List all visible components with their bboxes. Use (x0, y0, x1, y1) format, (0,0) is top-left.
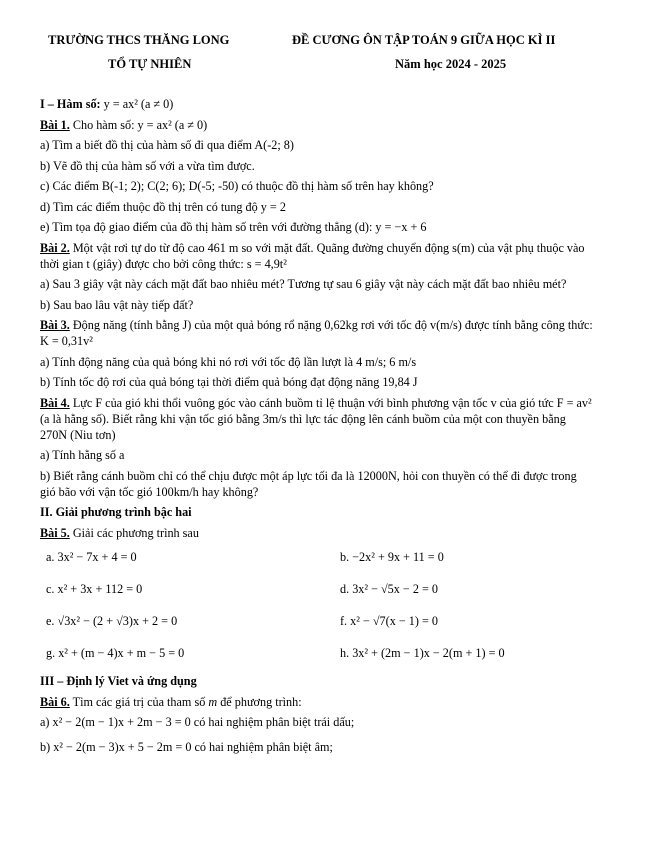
equation-b: b. −2x² + 9x + 11 = 0 (340, 549, 444, 564)
exercise-3-item-a: a) Tính động năng của quả bóng khi nó rơi với tốc độ lần lượt là 4 m/s; 6 m/s (40, 354, 417, 369)
section-1-heading (40, 96, 622, 112)
exercise-4-item-b-line-1: b) Biết rằng cánh buồm chỉ có thể chịu được một áp lực tối đa là 12000N, hỏi con thuyền có thể đi được trong (40, 468, 577, 483)
equation-row (40, 605, 622, 637)
equation-a: a. 3x² − 7x + 4 = 0 (46, 549, 137, 564)
equation-c: c. x² + 3x + 112 = 0 (46, 581, 143, 596)
exercise-6-item-b-equation: b) x² − 2(m − 3)x + 5 − 2m = 0 (40, 740, 192, 754)
exercise-4-item-a: a) Tính hằng số a (40, 448, 125, 462)
section-2-title: II. Giải phương trình bậc hai (40, 505, 192, 519)
exercise-6-param: m (208, 694, 218, 709)
exercise-4-line-1 (40, 395, 622, 411)
exercise-1-intro (40, 117, 622, 133)
equation-d: d. 3x² − √5x − 2 = 0 (340, 581, 438, 596)
exercise-1-label: Bài 1. (40, 117, 70, 132)
exercise-2-text-1: Một vật rơi tự do từ độ cao 461 m so với mặt đất. Quãng đường chuyển động s(m) của vật phụ thuộc vào (72, 240, 585, 255)
exercise-5-label: Bài 5. (40, 525, 70, 540)
equation-g: g. x² + (m − 4)x + m − 5 = 0 (46, 645, 185, 660)
equation-row (40, 541, 622, 573)
equation-e: e. √3x² − (2 + √3)x + 2 = 0 (46, 613, 178, 628)
exercise-3-line-1 (40, 317, 622, 333)
exercise-1-item-b: b) Vẽ đồ thị của hàm số với a vừa tìm được. (40, 158, 255, 173)
section-1-formula: y = ax² (a ≠ 0) (103, 97, 174, 111)
exercise-1-item-a: a) Tìm a biết đồ thị của hàm số đi qua điểm A(-2; 8) (40, 138, 294, 152)
exercise-2-formula: s = 4,9t² (246, 256, 287, 271)
exercise-2-line-1 (40, 240, 622, 256)
document-title: ĐỀ CƯƠNG ÔN TẬP TOÁN 9 GIỮA HỌC KÌ II (292, 33, 556, 47)
exercise-2-text-2: thời gian t (giây) được cho bởi công thức: (40, 256, 244, 271)
exercise-1-item-e: e) Tìm tọa độ giao điểm của đồ thị hàm số trên với đường thẳng (d): y = −x + 6 (40, 220, 427, 234)
exercise-4-line-3: 270N (Niu tơn) (40, 427, 116, 442)
exercise-2-label: Bài 2. (40, 240, 70, 255)
exercise-2-line-2 (40, 256, 622, 272)
equation-row (40, 573, 622, 605)
exercise-1-item-c: c) Các điểm B(-1; 2); C(2; 6); D(-5; -50) có thuộc đồ thị hàm số trên hay không? (40, 179, 434, 193)
section-3-title: III – Định lý Viet và ứng dụng (40, 674, 197, 688)
exercise-4-formula: F = av² (556, 395, 592, 410)
school-year: Năm học 2024 - 2025 (395, 57, 507, 71)
exercise-4-item-b-line-2: gió bão với vận tốc gió 100km/h hay không? (40, 484, 259, 499)
exercise-3-formula: K = 0,31v² (40, 334, 93, 348)
exercise-6-item-a-text: có hai nghiệm phân biệt trái dấu; (193, 715, 355, 729)
exercise-4-line-2: (a là hằng số). Biết rằng khi vận tốc gió bằng 3m/s thì lực tác động lên cánh buồm của một con thuyền bằng (40, 411, 566, 426)
school-name: TRƯỜNG THCS THĂNG LONG (48, 33, 230, 47)
equation-f: f. x² − √7(x − 1) = 0 (340, 613, 438, 628)
exercise-1-formula: y = ax² (a ≠ 0) (137, 117, 208, 132)
exercise-4-text-1: Lực F của gió khi thổi vuông góc vào cánh buồm tỉ lệ thuận với bình phương vận tốc v của gió tức (72, 395, 554, 410)
exercise-6-label: Bài 6. (40, 694, 70, 709)
exercise-3-label: Bài 3. (40, 318, 70, 332)
exercise-6-intro (40, 694, 622, 710)
exercise-5-intro (40, 525, 622, 541)
exercise-6-item-a-equation: a) x² − 2(m − 1)x + 2m − 3 = 0 (40, 715, 191, 729)
exercise-1-item-d: d) Tìm các điểm thuộc đồ thị trên có tung độ y = 2 (40, 199, 286, 214)
exercise-4-label: Bài 4. (40, 395, 70, 410)
exercise-6-item-a (40, 714, 622, 730)
exercise-6-text: Tìm các giá trị của tham số (72, 694, 206, 709)
exercise-6-text-end: để phương trình: (220, 694, 302, 709)
exercise-1-text: Cho hàm số: (72, 117, 135, 132)
document-body (40, 96, 622, 755)
exercise-2-item-a: a) Sau 3 giây vật này cách mặt đất bao nhiêu mét? Tương tự sau 6 giây vật này cách mặt đất bao nhiêu mét? (40, 277, 567, 291)
exercise-3-text-1: Động năng (tính bằng J) của một quả bóng rổ nặng 0,62kg rơi với tốc độ v(m/s) được tính bằng công thức: (72, 318, 593, 332)
exercise-3-item-b: b) Tính tốc độ rơi của quả bóng tại thời điểm quả bóng đạt động năng 19,84 J (40, 375, 418, 389)
section-1-title: I – Hàm số: (40, 97, 101, 111)
equation-row (40, 637, 622, 669)
exercise-2-item-b: b) Sau bao lâu vật này tiếp đất? (40, 297, 194, 312)
exercise-6-item-b (40, 739, 622, 755)
exercise-6-item-b-text: có hai nghiệm phân biệt âm; (194, 740, 333, 754)
exercise-5-text: Giải các phương trình sau (72, 525, 199, 540)
equation-h: h. 3x² + (2m − 1)x − 2(m + 1) = 0 (340, 645, 505, 660)
department-name: TỔ TỰ NHIÊN (108, 57, 192, 71)
